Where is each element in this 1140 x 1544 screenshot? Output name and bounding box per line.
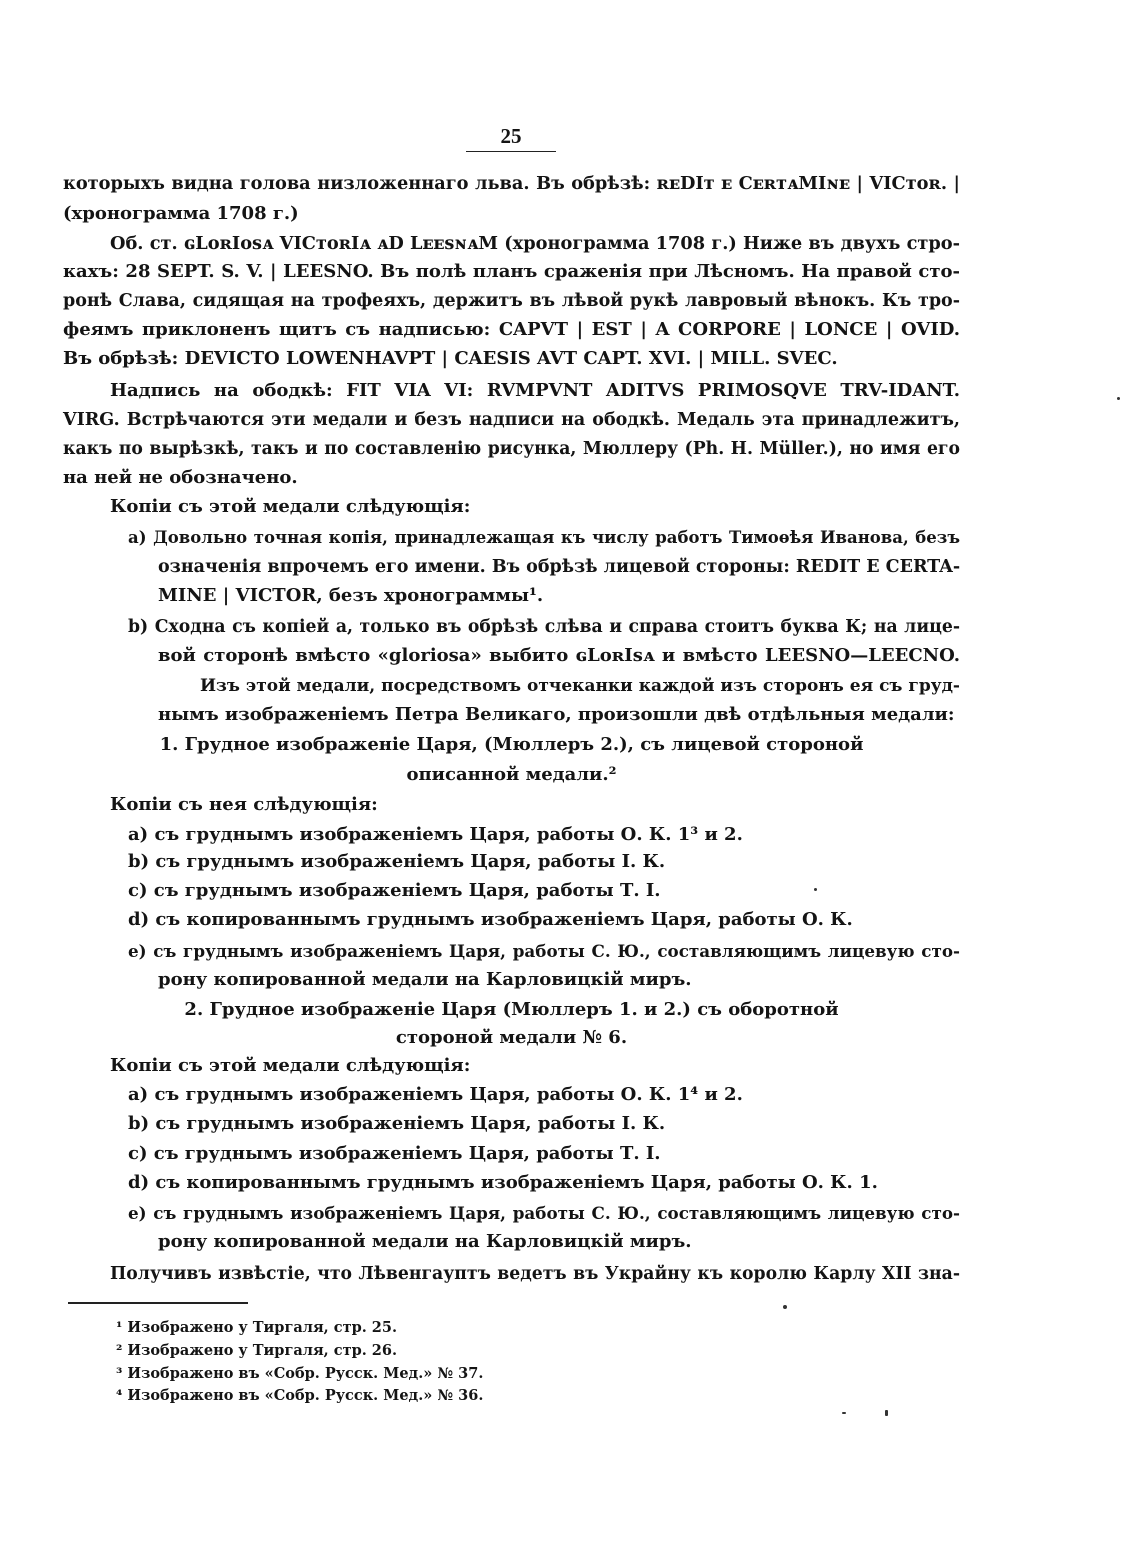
print-speck bbox=[1117, 397, 1120, 400]
text-line: ронѣ Слава, сидящая на трофеяхъ, держитъ въ лѣвой рукѣ лавровый вѣнокъ. Къ тро- bbox=[63, 291, 960, 311]
list-item-text: a) Довольно точная копія, принадлежащая къ числу работъ Тимоѳѣя Иванова, безъ bbox=[128, 528, 960, 547]
text-line: Надпись на ободкѣ: FIT VIA VI: RVMPVNT ADITVS PRIMOSQVE TRV-IDANT. bbox=[110, 380, 960, 401]
text-line: Копіи съ этой медали слѣдующія: bbox=[110, 496, 471, 517]
page-number-rule bbox=[466, 151, 556, 152]
text-line: Получивъ извѣстіе, что Лѣвенгауптъ ведетъ въ Украйну къ королю Карлу XII зна- bbox=[110, 1264, 960, 1284]
footnote: ² Изображено у Тиргаля, стр. 26. bbox=[116, 1342, 398, 1359]
footnote: ¹ Изображено у Тиргаля, стр. 25. bbox=[116, 1319, 398, 1336]
list-item-text: b) съ груднымъ изображеніемъ Царя, работы I. К. bbox=[128, 1113, 666, 1134]
text-line: (хронограмма 1708 г.) bbox=[63, 203, 299, 224]
text-line: какъ по вырѣзкѣ, такъ и по составленію рисунка, Мюллеру (Ph. H. Müller.), но имя его bbox=[63, 439, 960, 459]
list-item-text: рону копированной медали на Карловицкій миръ. bbox=[158, 1231, 692, 1252]
list-item-text: e) съ груднымъ изображеніемъ Царя, работы С. Ю., составляющимъ лицевую сто- bbox=[128, 1203, 960, 1223]
page-number: 25 bbox=[500, 124, 522, 148]
list-item-text: b) Сходна съ копіей a, только въ обрѣзѣ слѣва и справа стоитъ буква К; на лице- bbox=[128, 617, 960, 637]
section-heading: описанной медали.² bbox=[406, 764, 617, 785]
text-line: Об. ст. ɢLᴏʀIᴏsᴀ VICᴛᴏʀIᴀ ᴀD LᴇᴇsɴᴀM (хронограмма 1708 г.) Ниже въ двухъ стро- bbox=[110, 233, 960, 254]
list-item-text: a) съ груднымъ изображеніемъ Царя, работы О. К. 1³ и 2. bbox=[128, 824, 743, 845]
footnote: ³ Изображено въ «Собр. Русск. Мед.» № 37. bbox=[116, 1365, 484, 1382]
list-item-text: a) съ груднымъ изображеніемъ Царя, работы О. К. 1⁴ и 2. bbox=[128, 1084, 743, 1105]
list-item-text: e) съ груднымъ изображеніемъ Царя, работы С. Ю., составляющимъ лицевую сто- bbox=[128, 941, 960, 961]
list-item-text: c) съ груднымъ изображеніемъ Царя, работы Т. I. bbox=[128, 880, 661, 901]
footnote: ⁴ Изображено въ «Собр. Русск. Мед.» № 36. bbox=[116, 1387, 484, 1404]
print-speck bbox=[842, 1412, 846, 1414]
section-heading: 1. Грудное изображеніе Царя, (Мюллеръ 2.), съ лицевой стороной bbox=[159, 734, 864, 755]
list-item-text: MINE | VICTOR, безъ хронограммы¹. bbox=[158, 585, 544, 606]
print-speck bbox=[885, 1410, 888, 1416]
text-line: Копіи съ нея слѣдующія: bbox=[110, 794, 378, 815]
text-line: феямъ приклоненъ щитъ съ надписью: CAPVT | EST | A CORPORE | LONCE | OVID. bbox=[63, 319, 960, 340]
list-item-text: вой сторонѣ вмѣсто «gloriosa» выбито ɢLᴏʀIsᴀ и вмѣсто LEESNO—LEECNO. bbox=[158, 645, 960, 666]
list-item-text: означенія впрочемъ его имени. Въ обрѣзѣ лицевой стороны: REDIT E CERTA- bbox=[158, 557, 961, 577]
text-line: на ней не обозначено. bbox=[63, 467, 298, 488]
list-item-text: d) съ копированнымъ груднымъ изображеніемъ Царя, работы О. К. 1. bbox=[128, 1172, 878, 1193]
text-line: Въ обрѣзѣ: DEVICTO LOWENHAVPT | CAESIS AVT CAPT. XVI. | MILL. SVEC. bbox=[63, 348, 838, 369]
section-heading: стороной медали № 6. bbox=[395, 1027, 628, 1048]
print-speck bbox=[783, 1305, 787, 1309]
text-line: VIRG. Встрѣчаются эти медали и безъ надписи на ободкѣ. Медаль эта принадлежитъ, bbox=[63, 410, 960, 430]
text-line: Копіи съ этой медали слѣдующія: bbox=[110, 1055, 471, 1076]
list-item-text: рону копированной медали на Карловицкій миръ. bbox=[158, 969, 692, 990]
section-heading: 2. Грудное изображеніе Царя (Мюллеръ 1. и 2.) съ оборотной bbox=[184, 999, 839, 1020]
print-speck bbox=[814, 888, 817, 891]
text-line: Изъ этой медали, посредствомъ отчеканки каждой изъ сторонъ ея съ груд- bbox=[200, 676, 960, 696]
list-item-text: c) съ груднымъ изображеніемъ Царя, работы Т. I. bbox=[128, 1143, 661, 1164]
list-item-text: d) съ копированнымъ груднымъ изображеніемъ Царя, работы О. К. bbox=[128, 909, 853, 930]
text-line: нымъ изображеніемъ Петра Великаго, произошли двѣ отдѣльныя медали: bbox=[158, 704, 955, 725]
text-line: которыхъ видна голова низложеннаго льва. Въ обрѣзѣ: ʀᴇDIᴛ ᴇ CᴇʀᴛᴀMIɴᴇ | VICᴛᴏʀ. | bbox=[63, 173, 960, 194]
footnote-rule bbox=[68, 1302, 248, 1304]
text-line: кахъ: 28 SEPT. S. V. | LEESNO. Въ полѣ планъ сраженія при Лѣсномъ. На правой сто- bbox=[63, 261, 960, 282]
list-item-text: b) съ груднымъ изображеніемъ Царя, работы I. К. bbox=[128, 851, 666, 872]
